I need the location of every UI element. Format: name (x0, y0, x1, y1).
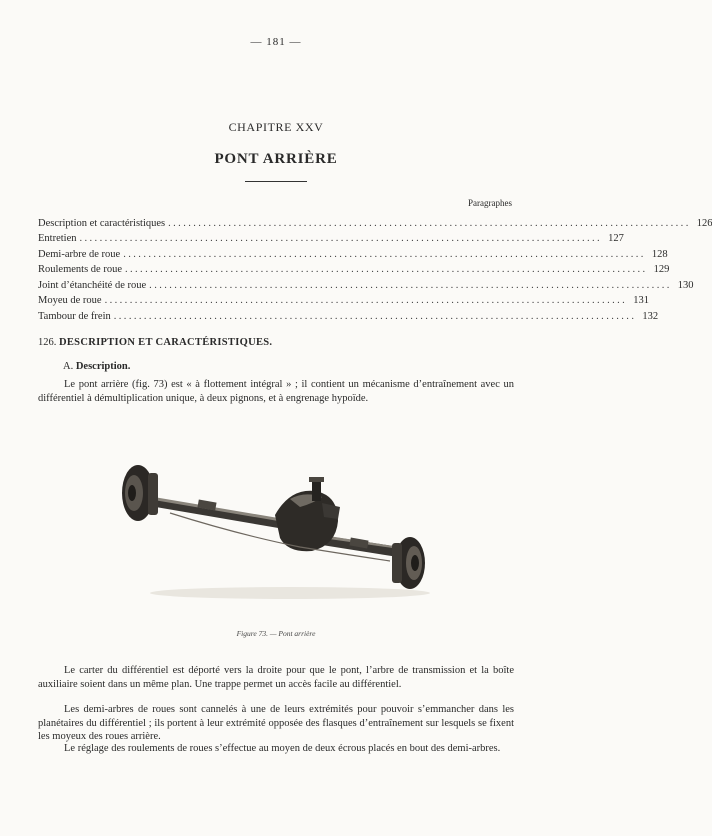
toc-row (38, 291, 649, 307)
paragraph: Le pont arrière (fig. 73) est « à flottement intégral » ; il contient un mécanisme d’entraînement avec un différentiel à démultiplication unique, à deux pignons, et à engrenage hypoïde. (38, 379, 514, 404)
rear-axle-photo (100, 443, 450, 613)
table-of-contents (38, 213, 712, 322)
toc-label: Entretien (38, 233, 77, 244)
toc-label: Roulements de roue (38, 264, 122, 275)
paragraph: Le réglage des roulements de roues s’effectue au moyen de deux écrous placés en bout des demi-arbres. (64, 743, 501, 754)
paragraph: Les demi-arbres de roues sont cannelés à une de leurs extrémités pour pouvoir s’emmancher dans les planétaires du différentiel ; ils portent à leur extrémité opposée des flasques d’entraînement sur lesquels se fixent les moyeux des roues arrière. (38, 704, 514, 742)
toc-leader: ........................................................................................................ (104, 295, 628, 306)
title-rule (245, 181, 307, 182)
subsection-title: Description. (75, 361, 131, 372)
toc-leader: ........................................................................................................ (79, 233, 603, 244)
toc-leader: ........................................................................................................ (113, 310, 637, 322)
section-heading (38, 337, 272, 348)
section-title: DESCRIPTION ET CARACTÉRISTIQUES. (59, 337, 273, 348)
toc-label: Tambour de frein (38, 310, 111, 322)
toc-number: 132 (642, 310, 659, 322)
figure-caption: Figure 73. — Pont arrière (236, 629, 316, 638)
subsection-letter: A. (63, 361, 74, 372)
paragraph: Le carter du différentiel est déporté vers la droite pour que le pont, l’arbre de transmission et la boîte auxiliaire soient dans un même plan. Une trappe permet un accès facile au différentiel. (38, 665, 514, 690)
toc-number: 131 (633, 295, 649, 306)
toc-leader: ........................................................................................................ (168, 217, 691, 229)
section-number: 126. (38, 337, 57, 348)
toc-row (38, 213, 712, 229)
page-number: — 181 — (250, 36, 302, 48)
toc-label: Demi-arbre de roue (38, 248, 121, 260)
page-title: PONT ARRIÈRE (214, 151, 338, 167)
toc-number: 130 (677, 279, 694, 291)
chapter-heading: CHAPITRE XXV (228, 120, 324, 134)
toc-leader: ........................................................................................................ (124, 264, 648, 275)
toc-row (38, 306, 659, 322)
subsection-heading (63, 361, 130, 372)
toc-label: Moyeu de roue (38, 295, 102, 306)
toc-number: 126 (696, 217, 712, 229)
toc-row (38, 260, 670, 276)
toc-row (38, 275, 694, 291)
toc-header: Paragraphes (468, 198, 512, 208)
toc-label: Description et caractéristiques (38, 217, 166, 229)
toc-row (38, 244, 668, 260)
toc-number: 129 (653, 264, 670, 275)
toc-label: Joint d’étanchéité de roue (38, 279, 147, 291)
toc-leader: ........................................................................................................ (123, 248, 646, 260)
toc-row (38, 229, 624, 245)
toc-number: 128 (651, 248, 668, 260)
toc-number: 127 (608, 233, 624, 244)
toc-leader: ........................................................................................................ (149, 279, 672, 291)
